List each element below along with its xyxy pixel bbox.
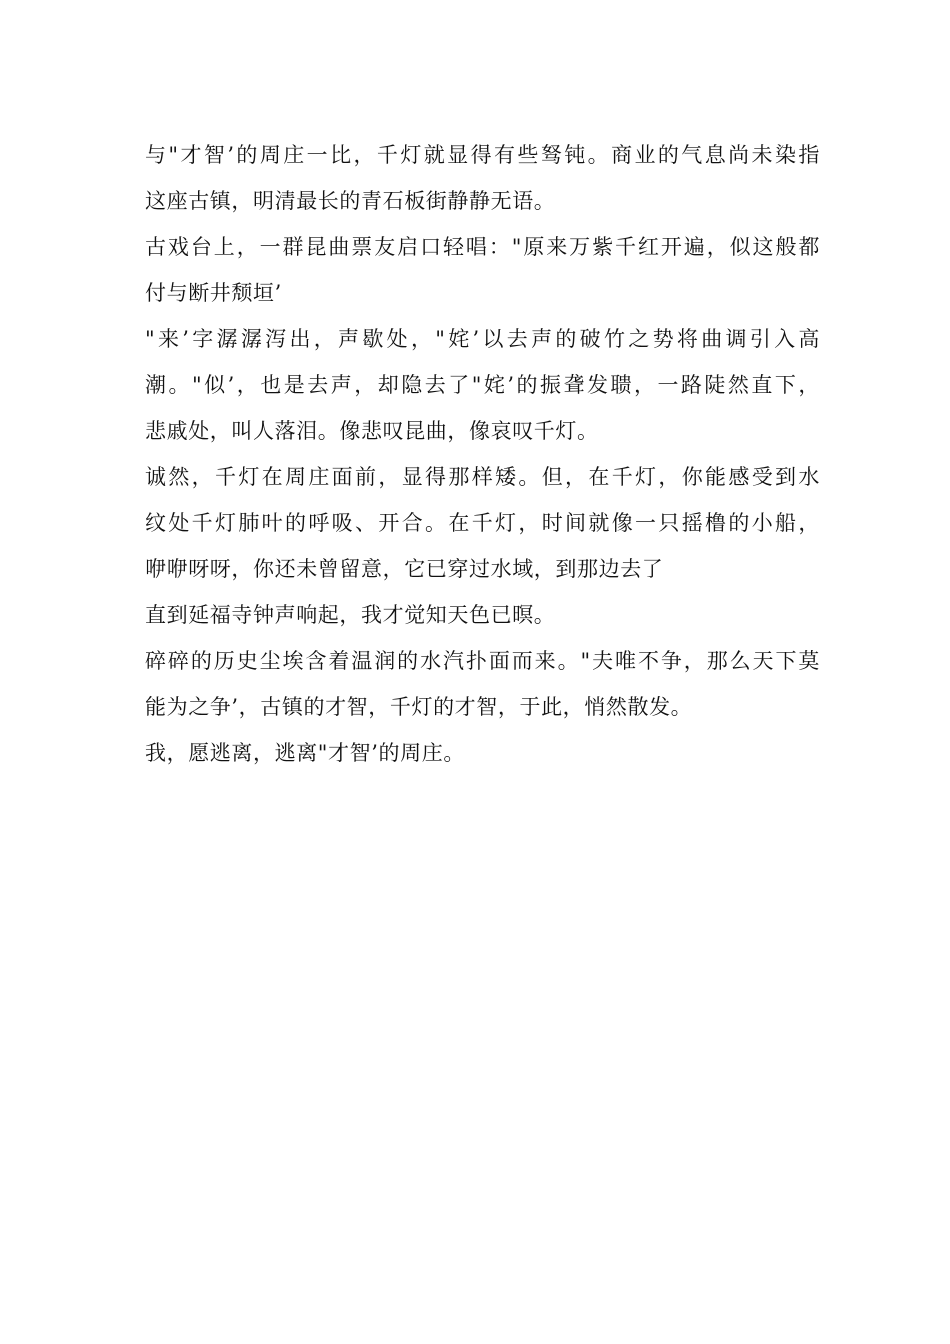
text-line: 这座古镇，明清最长的青石板街静静无语。	[145, 189, 556, 213]
text-line: 与"才智’的周庄一比，千灯就显得有些驽钝。商业的气息尚未染指	[145, 143, 820, 167]
text-line: "来’字潺潺泻出，声歇处，"姹’以去声的破竹之势将曲调引入高	[145, 327, 820, 351]
text-line: 直到延福寺钟声响起，我才觉知天色已暝。	[145, 603, 556, 627]
text-line: 诚然，千灯在周庄面前，显得那样矮。但，在千灯，你能感受到水	[145, 465, 820, 489]
document-body	[145, 132, 820, 776]
text-line: 碎碎的历史尘埃含着温润的水汽扑面而来。"夫唯不争，那么天下莫	[145, 649, 820, 673]
text-line: 潮。"似’，也是去声，却隐去了"姹’的振聋发聩，一路陡然直下，	[145, 373, 820, 397]
text-line: 咿咿呀呀，你还未曾留意，它已穿过水域，到那边去了	[145, 557, 664, 581]
text-line: 古戏台上，一群昆曲票友启口轻唱："原来万紫千红开遍，似这般都	[145, 235, 820, 259]
text-line: 我，愿逃离，逃离"才智’的周庄。	[145, 741, 465, 765]
text-line: 纹处千灯肺叶的呼吸、开合。在千灯，时间就像一只摇橹的小船，	[145, 511, 820, 535]
text-line: 悲戚处，叫人落泪。像悲叹昆曲，像哀叹千灯。	[145, 419, 599, 443]
text-line: 付与断井颓垣’	[145, 281, 282, 305]
text-line: 能为之争’，古镇的才智，千灯的才智，于此，悄然散发。	[145, 695, 693, 719]
